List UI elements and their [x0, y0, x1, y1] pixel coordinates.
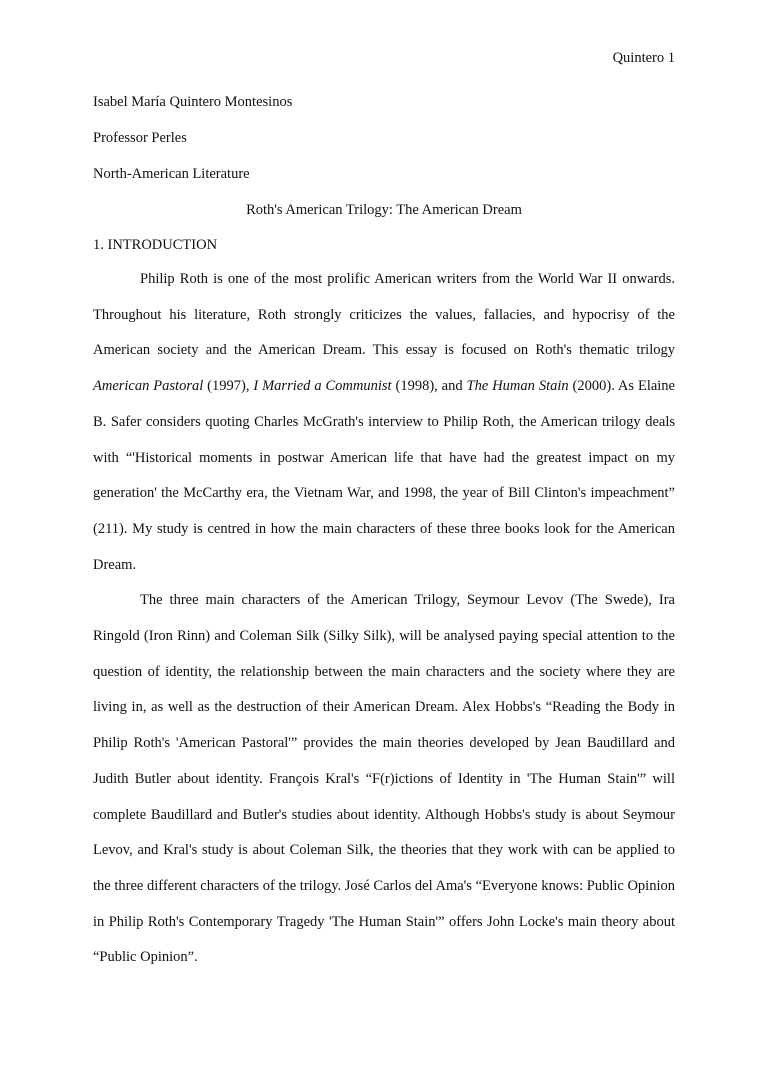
paragraph-characters: The three main characters of the American Trilogy, Seymour Levov (The Swede), Ira Ringold (Iron Rinn) and Coleman Silk (Silky Silk), will be analysed paying special attention to the question of identity, the relationship between the main characters and the society where they are living in, as well as the destruction of their American Dream. Alex Hobbs's “Reading the Body in Philip Roth's 'American Pastoral'” provides the main theories developed by Jean Baudillard and Judith Butler about identity. François Kral's “F(r)ictions of Identity in 'The Human Stain'” will complete Baudillard and Butler's studies about identity. Although Hobbs's study is about Seymour Levov, and Kral's study is about Coleman Silk, the theories that they work with can be applied to the three different characters of the trilogy. José Carlos del Ama's “Everyone knows: Public Opinion in Philip Roth's Contemporary Tragedy 'The Human Stain'” offers John Locke's main theory about “Public Opinion”. [93, 592, 675, 966]
book-title-i-married-a-communist: I Married a Communist [253, 378, 392, 395]
section-heading: 1. INTRODUCTION [93, 237, 218, 253]
book-title-american-pastoral: American Pastoral [93, 378, 204, 395]
essay-title: Roth's American Trilogy: The American Dream [246, 202, 522, 218]
paragraph-intro [93, 262, 675, 583]
author-name: Isabel María Quintero Montesinos [93, 94, 293, 110]
professor-name: Professor Perles [93, 130, 187, 146]
paragraph-intro-text-c: (1998), and [391, 378, 467, 395]
book-title-the-human-stain: The Human Stain [466, 378, 569, 395]
running-head: Quintero 1 [612, 50, 675, 66]
essay-body [93, 262, 675, 976]
paragraph-intro-text-a: Philip Roth is one of the most prolific American writers from the World War II onwards. Throughout his literature, Roth strongly criticizes the values, fallacies, and hypocrisy of the American society and the American Dream. This essay is focused on Roth's thematic trilogy [93, 271, 675, 359]
paragraph-intro-text-d: (2000). As Elaine B. Safer considers quoting Charles McGrath's interview to Philip Roth, the American trilogy deals with “'Historical moments in postwar American life that have had the greatest impact on my generation' the McCarthy era, the Vietnam War, and 1998, the year of Bill Clinton's impeachment” (211). My study is centred in how the main characters of these three books look for the American Dream. [93, 378, 675, 573]
course-name: North-American Literature [93, 166, 250, 182]
paragraph-intro-text-b: (1997), [203, 378, 254, 395]
